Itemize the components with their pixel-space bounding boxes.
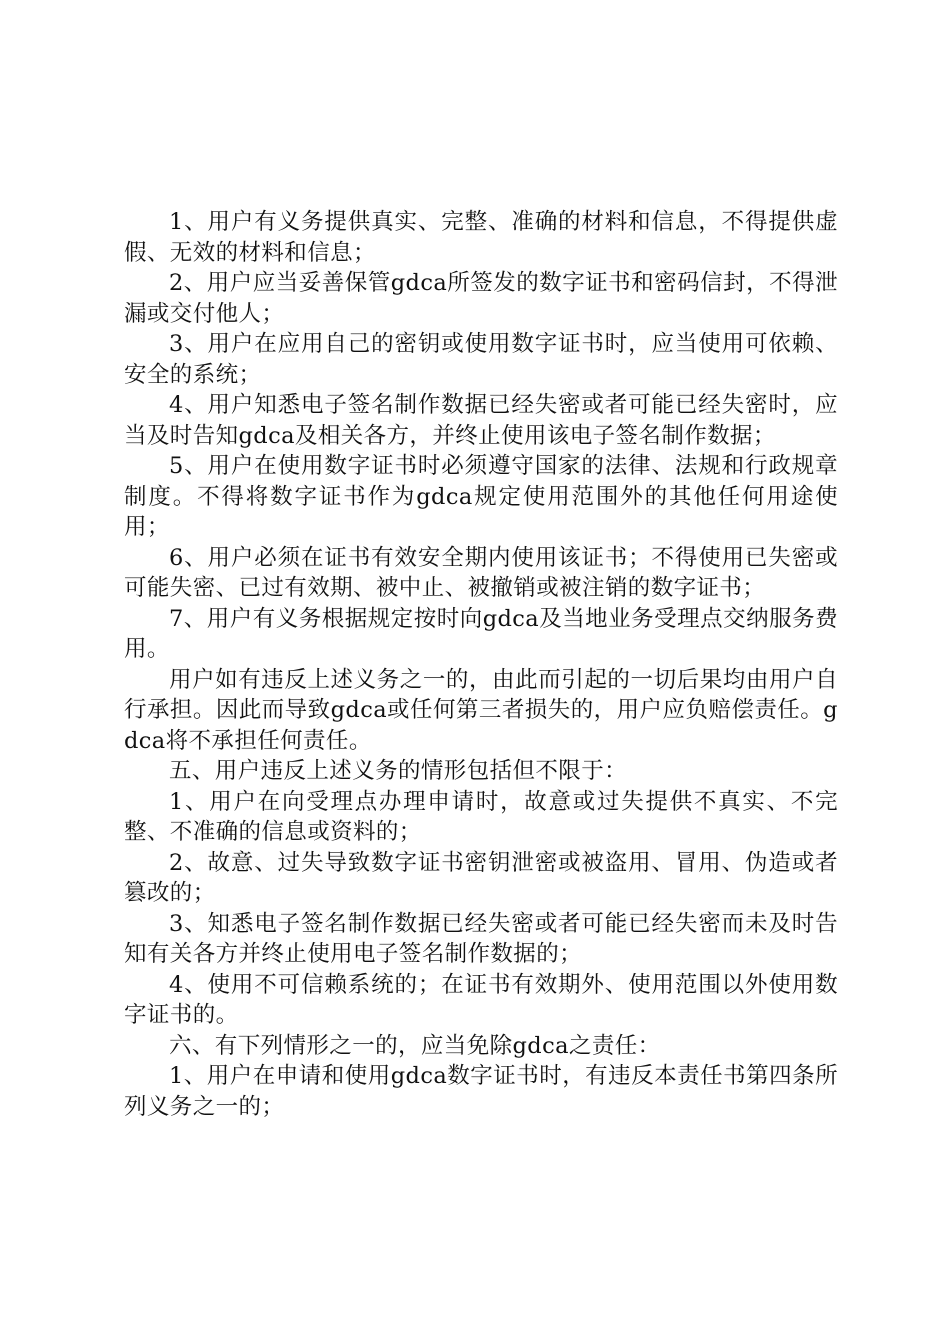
paragraph-obligation-3: 3、用户在应用自己的密钥或使用数字证书时，应当使用可依赖、安全的系统；: [124, 331, 838, 388]
paragraph-exemption-1: 1、用户在申请和使用gdca数字证书时，有违反本责任书第四条所列义务之一的；: [124, 1063, 838, 1120]
paragraph-obligation-6: 6、用户必须在证书有效安全期内使用该证书；不得使用已失密或可能失密、已过有效期、被中止、被撤销或被注销的数字证书；: [124, 544, 838, 601]
paragraph-obligation-2: 2、用户应当妥善保管gdca所签发的数字证书和密码信封，不得泄漏或交付他人；: [124, 270, 838, 327]
paragraph-violation-4: 4、使用不可信赖系统的；在证书有效期外、使用范围以外使用数字证书的。: [124, 971, 838, 1028]
paragraph-obligation-1: 1、用户有义务提供真实、完整、准确的材料和信息，不得提供虚假、无效的材料和信息；: [124, 209, 838, 266]
section-six-heading: 六、有下列情形之一的，应当免除gdca之责任：: [169, 1032, 661, 1059]
paragraph-violation-1: 1、用户在向受理点办理申请时，故意或过失提供不真实、不完整、不准确的信息或资料的；: [124, 788, 838, 845]
document-body: [124, 207, 838, 1122]
paragraph-obligation-5: 5、用户在使用数字证书时必须遵守国家的法律、法规和行政规章制度。不得将数字证书作为gdca规定使用范围外的其他任何用途使用；: [124, 453, 838, 540]
section-five-heading: 五、用户违反上述义务的情形包括但不限于：: [169, 758, 628, 784]
paragraph-violation-2: 2、故意、过失导致数字证书密钥泄密或被盗用、冒用、伪造或者篡改的；: [124, 849, 838, 906]
paragraph-obligation-7: 7、用户有义务根据规定按时向gdca及当地业务受理点交纳服务费用。: [124, 605, 838, 662]
paragraph-violation-3: 3、知悉电子签名制作数据已经失密或者可能已经失密而未及时告知有关各方并终止使用电子签名制作数据的；: [124, 910, 838, 967]
paragraph-obligation-4: 4、用户知悉电子签名制作数据已经失密或者可能已经失密时，应当及时告知gdca及相关各方，并终止使用该电子签名制作数据；: [124, 392, 838, 449]
paragraph-liability: 用户如有违反上述义务之一的，由此而引起的一切后果均由用户自行承担。因此而导致gdca或任何第三者损失的，用户应负赔偿责任。gdca将不承担任何责任。: [124, 666, 838, 754]
